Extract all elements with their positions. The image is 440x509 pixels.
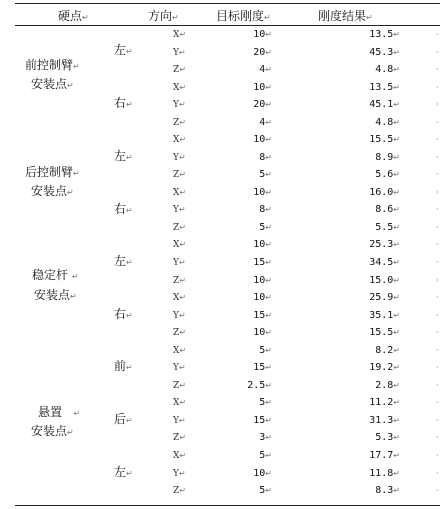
target-stiffness-cell: 10↵ (253, 134, 272, 146)
side-label: 后↵ (114, 412, 133, 426)
direction-cell: Y↵ (173, 310, 186, 321)
side-label: 左↵ (114, 254, 133, 268)
point-label-line2: 安装点↵ (31, 184, 74, 198)
target-stiffness-cell: 5↵ (259, 485, 272, 497)
direction-cell: Y↵ (173, 100, 186, 111)
direction-cell: Y↵ (173, 152, 186, 163)
direction-cell: X↵ (173, 187, 187, 198)
direction-cell: Z↵ (173, 170, 186, 181)
target-stiffness-cell: 10↵ (253, 186, 272, 198)
target-stiffness-cell: 5↵ (259, 397, 272, 409)
header-point: 硬点↵ (58, 9, 89, 23)
target-stiffness-cell: 20↵ (253, 99, 272, 111)
side-label: 左↵ (114, 149, 133, 163)
side-label: 左↵ (114, 465, 133, 479)
target-stiffness-cell: 15↵ (253, 362, 272, 374)
stiffness-result-cell: 4.8↵ (375, 116, 400, 128)
target-stiffness-cell: 5↵ (259, 169, 272, 181)
side-label: 前↵ (114, 359, 133, 373)
direction-cell: X↵ (173, 135, 187, 146)
target-stiffness-cell: 4↵ (259, 116, 272, 128)
target-stiffness-cell: 10↵ (253, 467, 272, 479)
side-label: 右↵ (114, 96, 133, 110)
stiffness-result-cell: 15.5↵ (369, 134, 400, 146)
direction-cell: X↵ (173, 345, 187, 356)
stiffness-result-cell: 13.5↵ (369, 29, 400, 40)
direction-cell: Z↵ (173, 328, 186, 339)
cell-edge-mark: · (436, 275, 439, 285)
cell-edge-mark: · (436, 310, 439, 320)
stiffness-result-cell: 5.3↵ (375, 432, 400, 444)
stiffness-result-cell: 25.9↵ (369, 292, 400, 304)
cell-edge-mark: · (436, 258, 439, 268)
direction-cell: X↵ (173, 240, 187, 251)
stiffness-result-cell: 8.9↵ (375, 151, 400, 163)
stiffness-result-cell: 5.5↵ (375, 221, 400, 233)
direction-cell: Y↵ (173, 363, 186, 374)
header-direction: 方向↵ (148, 9, 179, 23)
stiffness-result-cell: 45.3↵ (369, 46, 400, 58)
cell-edge-mark: · (436, 152, 439, 162)
cell-edge-mark: · (436, 170, 439, 180)
cell-edge-mark: · (436, 205, 439, 215)
side-label: 左↵ (114, 43, 133, 57)
cell-edge-mark: · (436, 117, 439, 127)
stiffness-result-cell: 11.8↵ (369, 467, 400, 479)
cell-edge-mark: · (436, 380, 439, 390)
point-label-line1: 稳定杆 ↵ (32, 268, 79, 282)
cell-edge-mark: · (436, 65, 439, 75)
stiffness-result-cell: 15.5↵ (369, 327, 400, 339)
target-stiffness-cell: 8↵ (259, 151, 272, 163)
direction-cell: Z↵ (173, 380, 186, 391)
point-label-line2: 安装点↵ (34, 288, 77, 302)
target-stiffness-cell: 3↵ (259, 432, 272, 444)
stiffness-result-cell: 5.6↵ (375, 169, 400, 181)
point-label-line2: 安装点↵ (31, 77, 74, 91)
point-label-line2: 安装点↵ (31, 424, 74, 438)
stiffness-result-cell: 8.3↵ (375, 485, 400, 497)
target-stiffness-cell: 4↵ (259, 64, 272, 76)
direction-cell: Z↵ (173, 486, 186, 497)
direction-cell: Z↵ (173, 433, 186, 444)
target-stiffness-cell: 10↵ (253, 292, 272, 304)
cell-edge-mark: · (436, 82, 439, 92)
direction-cell: Z↵ (173, 222, 186, 233)
cell-edge-mark: · (436, 240, 439, 250)
stiffness-result-cell: 8.2↵ (375, 344, 400, 356)
header-stiffness-result: 刚度结果↵ (318, 9, 373, 23)
cell-edge-mark: · (436, 222, 439, 232)
stiffness-result-cell: 19.2↵ (369, 362, 400, 374)
stiffness-result-cell: 31.3↵ (369, 414, 400, 426)
cell-edge-mark: · (436, 486, 439, 496)
cell-edge-mark: · (436, 433, 439, 443)
direction-cell: X↵ (173, 398, 187, 409)
direction-cell: Y↵ (173, 258, 186, 269)
cell-edge-mark: · (436, 450, 439, 460)
table-bottom-rule (15, 505, 440, 506)
stiffness-result-cell: 15.0↵ (369, 274, 400, 286)
stiffness-result-cell: 35.1↵ (369, 309, 400, 321)
cell-edge-mark: · (436, 100, 439, 110)
target-stiffness-cell: 15↵ (253, 257, 272, 269)
target-stiffness-cell: 8↵ (259, 204, 272, 216)
cell-edge-mark: · (436, 187, 439, 197)
cell-edge-mark: · (436, 345, 439, 355)
direction-cell: Z↵ (173, 65, 186, 76)
point-label-line1: 悬置 ↵ (38, 405, 81, 419)
stiffness-result-cell: 45.1↵ (369, 99, 400, 111)
direction-cell: Z↵ (173, 117, 186, 128)
target-stiffness-cell: 10↵ (253, 327, 272, 339)
direction-cell: Z↵ (173, 275, 186, 286)
direction-cell: X↵ (173, 293, 187, 304)
direction-cell: Y↵ (173, 47, 186, 58)
target-stiffness-cell: 15↵ (253, 414, 272, 426)
header-target-stiffness: 目标刚度↵ (216, 9, 271, 23)
target-stiffness-cell: 10↵ (253, 29, 272, 40)
point-label-line1: 前控制臂↵ (25, 58, 80, 72)
cell-edge-mark: · (436, 47, 439, 57)
stiffness-result-cell: 34.5↵ (369, 257, 400, 269)
target-stiffness-cell: 20↵ (253, 46, 272, 58)
side-label: 右↵ (114, 307, 133, 321)
stiffness-result-cell: 16.0↵ (369, 186, 400, 198)
cell-edge-mark: · (436, 293, 439, 303)
cell-edge-mark: · (436, 30, 439, 39)
cell-edge-mark: · (436, 415, 439, 425)
direction-cell: X↵ (173, 30, 187, 40)
cell-edge-mark: · (436, 328, 439, 338)
direction-cell: X↵ (173, 450, 187, 461)
target-stiffness-cell: 5↵ (259, 449, 272, 461)
point-label-line1: 后控制臂↵ (25, 165, 80, 179)
target-stiffness-cell: 10↵ (253, 81, 272, 93)
stiffness-result-cell: 25.3↵ (369, 239, 400, 251)
target-stiffness-cell: 5↵ (259, 344, 272, 356)
table-top-rule (15, 3, 440, 4)
stiffness-result-cell: 13.5↵ (369, 81, 400, 93)
target-stiffness-cell: 5↵ (259, 221, 272, 233)
stiffness-result-cell: 4.8↵ (375, 64, 400, 76)
target-stiffness-cell: 15↵ (253, 309, 272, 321)
direction-cell: Y↵ (173, 205, 186, 216)
stiffness-result-cell: 11.2↵ (369, 397, 400, 409)
target-stiffness-cell: 2.5↵ (247, 379, 272, 391)
stiffness-result-cell: 2.8↵ (375, 379, 400, 391)
stiffness-result-cell: 17.7↵ (369, 449, 400, 461)
side-label: 右↵ (114, 202, 133, 216)
target-stiffness-cell: 10↵ (253, 274, 272, 286)
direction-cell: Y↵ (173, 468, 186, 479)
cell-edge-mark: · (436, 363, 439, 373)
cell-edge-mark: · (436, 135, 439, 145)
target-stiffness-cell: 10↵ (253, 239, 272, 251)
direction-cell: X↵ (173, 82, 187, 93)
stiffness-result-cell: 8.6↵ (375, 204, 400, 216)
cell-edge-mark: · (436, 398, 439, 408)
cell-edge-mark: · (436, 468, 439, 478)
table-header-rule (15, 25, 440, 26)
direction-cell: Y↵ (173, 415, 186, 426)
